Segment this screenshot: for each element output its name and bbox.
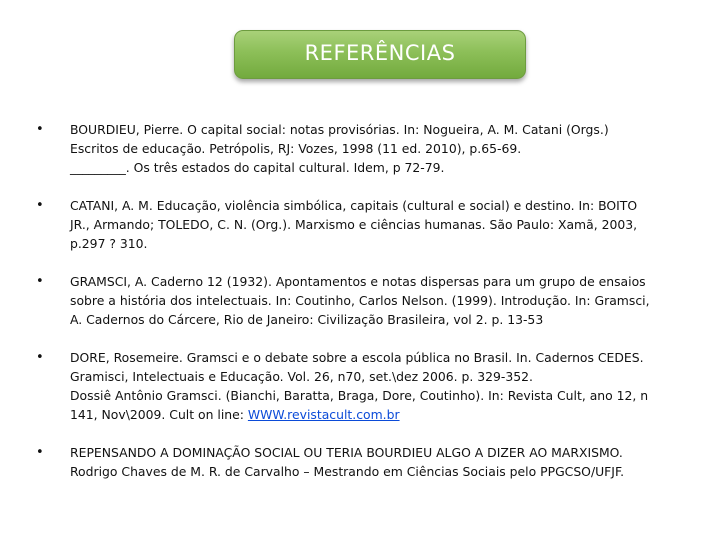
- slide-title: REFERÊNCIAS: [304, 41, 456, 65]
- reference-line: Rodrigo Chaves de M. R. de Carvalho – Mestrando em Ciências Sociais pelo PPGCSO/UFJF.: [70, 464, 625, 479]
- reference-item-bourdieu: [36, 120, 706, 177]
- reference-item-repensando: [36, 443, 706, 481]
- reference-line-prefix: 141, Nov\2009. Cult on line:: [70, 407, 248, 422]
- title-banner: [234, 30, 526, 79]
- reference-line: DORE, Rosemeire. Gramsci e o debate sobre a escola pública no Brasil. In. Cadernos CEDES.: [70, 350, 644, 365]
- bullet-icon: •: [36, 274, 44, 289]
- bullet-icon: •: [36, 122, 44, 137]
- reference-line: Dossiê Antônio Gramsci. (Bianchi, Baratta, Braga, Dore, Coutinho). In: Revista Cult, ano 12, n: [70, 388, 649, 403]
- reference-line: Escritos de educação. Petrópolis, RJ: Vozes, 1998 (11 ed. 2010), p.65-69.: [70, 141, 522, 156]
- reference-line: p.297 ? 310.: [70, 236, 148, 251]
- bullet-icon: •: [36, 445, 44, 460]
- reference-line: GRAMSCI, A. Caderno 12 (1932). Apontamentos e notas dispersas para um grupo de ensaios: [70, 274, 646, 289]
- reference-line: BOURDIEU, Pierre. O capital social: notas provisórias. In: Nogueira, A. M. Catani (Orgs.): [70, 122, 609, 137]
- bullet-icon: •: [36, 198, 44, 213]
- reference-line: CATANI, A. M. Educação, violência simbólica, capitais (cultural e social) e destino. In: BOITO: [70, 198, 638, 213]
- reference-line: Gramisci, Intelectuais e Educação. Vol. 26, n70, set.\dez 2006. p. 329-352.: [70, 369, 533, 384]
- reference-line: JR., Armando; TOLEDO, C. N. (Org.). Marxismo e ciências humanas. São Paulo: Xamã, 2003,: [70, 217, 638, 232]
- bullet-icon: •: [36, 350, 44, 365]
- revista-cult-link[interactable]: WWW.revistacult.com.br: [247, 407, 400, 422]
- reference-line: sobre a história dos intelectuais. In: Coutinho, Carlos Nelson. (1999). Introdução. In: Gramsci,: [70, 293, 650, 308]
- reference-item-catani: [36, 196, 706, 253]
- reference-line: A. Cadernos do Cárcere, Rio de Janeiro: Civilização Brasileira, vol 2. p. 13-53: [70, 312, 544, 327]
- reference-line-with-link: [70, 405, 706, 424]
- reference-line: REPENSANDO A DOMINAÇÃO SOCIAL OU TERIA BOURDIEU ALGO A DIZER AO MARXISMO.: [70, 445, 623, 460]
- reference-line: _________. Os três estados do capital cultural. Idem, p 72-79.: [70, 160, 445, 175]
- reference-list: [36, 120, 706, 481]
- reference-item-gramsci: [36, 272, 706, 329]
- reference-item-dore: [36, 348, 706, 424]
